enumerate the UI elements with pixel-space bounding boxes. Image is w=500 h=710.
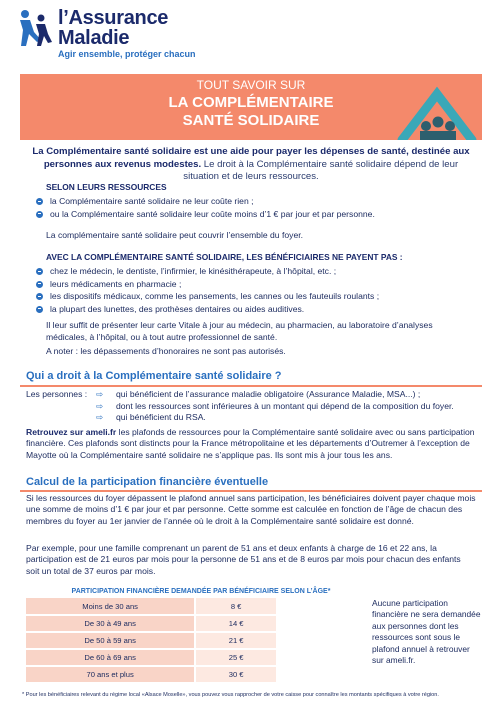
table-row <box>26 598 276 615</box>
calc-section-title: Calcul de la participation financière éventuelle <box>26 476 269 488</box>
banner-kicker: TOUT SAVOIR SUR <box>196 78 306 92</box>
title-banner <box>20 74 482 140</box>
running-figures-icon <box>14 6 54 50</box>
list-item <box>26 389 476 401</box>
logo-title-line1: l’Assurance <box>58 7 169 29</box>
age-cell: 70 ans et plus <box>26 666 195 683</box>
amount-cell: 14 € <box>195 615 276 632</box>
age-cell: De 60 à 69 ans <box>26 649 195 666</box>
assurance-maladie-logo <box>14 4 244 64</box>
amount-cell: 8 € <box>195 598 276 615</box>
table-row <box>26 632 276 649</box>
logo-tagline: Agir ensemble, protéger chacun <box>58 49 196 59</box>
resources-note: La complémentaire santé solidaire peut couvrir l’ensemble du foyer. <box>46 230 303 240</box>
table-row <box>26 649 276 666</box>
list-item <box>26 401 476 413</box>
age-cell: Moins de 30 ans <box>26 598 195 615</box>
list-item: la Complémentaire santé solidaire ne leur coûte rien ; <box>34 195 464 208</box>
footnote: * Pour les bénéficiaires relevant du régime local «Alsace Moselle», vous pouvez vous rapprocher de votre caisse pour connaître les montants spécifiques à votre région. <box>22 692 439 698</box>
ameli-link[interactable]: Retrouvez sur ameli.fr <box>26 427 117 437</box>
list-item: les dispositifs médicaux, comme les pansements, les cannes ou les fauteuils roulants ; <box>34 290 464 303</box>
age-cell: De 30 à 49 ans <box>26 615 195 632</box>
amount-cell: 21 € <box>195 632 276 649</box>
resources-list <box>34 195 464 220</box>
list-item: ou la Complémentaire santé solidaire leur coûte moins d’1 € par jour et par personne. <box>34 208 464 221</box>
amount-cell: 25 € <box>195 649 276 666</box>
table-caption: PARTICIPATION FINANCIÈRE DEMANDÉE PAR BÉNÉFICIAIRE SELON L’ÂGE* <box>71 588 331 595</box>
list-item: la plupart des lunettes, des prothèses dentaires ou aides auditives. <box>34 303 464 316</box>
table-row <box>26 666 276 683</box>
arrow-right-icon: ⇨ <box>96 389 104 399</box>
side-note: Aucune participation financière ne sera demandée aux personnes dont les ressources sont sous le plafond annuel à retrouver sur ameli.fr. <box>372 598 481 666</box>
intro-bold: La Complémentaire santé solidaire est une aide pour payer les dépenses de santé, destinée aux personnes aux revenus modestes. <box>32 146 470 170</box>
who-list <box>26 389 476 424</box>
ameli-paragraph <box>26 427 476 461</box>
age-cell: De 50 à 59 ans <box>26 632 195 649</box>
banner-title-line1: LA COMPLÉMENTAIRE <box>168 94 334 111</box>
arrow-right-icon: ⇨ <box>96 412 104 423</box>
amount-cell: 30 € <box>195 666 276 683</box>
participation-table <box>26 598 276 684</box>
arrow-right-icon: ⇨ <box>96 400 104 411</box>
list-item: chez le médecin, le dentiste, l’infirmier, le kinésithérapeute, à l’hôpital, etc. ; <box>34 265 464 278</box>
calc-paragraph-2: Par exemple, pour une famille comprenant un parent de 51 ans et deux enfants à charge de 16 et 22 ans, la participation est de 21 euros par mois pour la personne de 51 ans et de 8 euros par mois pour chacun des enfants soit un total de 37 euros par mois. <box>26 543 461 576</box>
ameli-paragraph-rest: les plafonds de ressources pour la Complémentaire santé solidaire avec ou sans participation financière. Ces plafonds sont distincts pour la France métropolitaine et les départements d’Outremer à l’exception de Mayotte où la Complémentaire santé solidaire ne s’applique pas. Ils sont mis à jour tous les ans. <box>26 427 475 460</box>
no-pay-note: Il leur suffit de présenter leur carte Vitale à jour au médecin, au pharmacien, au laboratoire d’analyses médicales, à l’hôpital, ou à tout autre professionnel de santé. <box>46 320 433 342</box>
umbrella-roof-icon <box>392 74 482 140</box>
banner-title-line2: SANTÉ SOLIDAIRE <box>182 112 320 129</box>
intro-rest: Le droit à la Complémentaire santé solidaire dépend de leur situation et de leurs ressources. <box>183 158 459 182</box>
table-row <box>26 615 276 632</box>
no-pay-list <box>34 265 464 315</box>
list-item <box>26 412 476 424</box>
who-lead: Les personnes : <box>26 389 88 399</box>
resources-heading: SELON LEURS RESSOURCES <box>46 182 167 192</box>
logo-title <box>58 8 168 48</box>
who-item-text: dont les ressources sont inférieures à un montant qui dépend de la composition du foyer. <box>116 400 454 411</box>
logo-title-line2: Maladie <box>58 27 130 49</box>
intro-paragraph <box>30 146 472 184</box>
section-divider <box>20 385 482 387</box>
calc-paragraph-1: Si les ressources du foyer dépassent le plafond annuel sans participation, les bénéficiaires doivent payer chaque mois une somme de moins d’1 € par jour et par personne. Cette somme est calculée en fonction de l’âge de chacun des membres du foyer au 1er janvier de l’année où le droit à la Complémentaire santé solidaire est donné. <box>26 493 476 526</box>
list-item: leurs médicaments en pharmacie ; <box>34 278 464 291</box>
who-section-title: Qui a droit à la Complémentaire santé solidaire ? <box>26 370 282 382</box>
no-pay-warning: A noter : les dépassements d’honoraires ne sont pas autorisés. <box>46 346 286 356</box>
section-divider <box>20 490 482 492</box>
who-item-text: qui bénéficient du RSA. <box>116 412 206 423</box>
who-item-text: qui bénéficient de l’assurance maladie obligatoire (Assurance Maladie, MSA...) ; <box>116 389 421 399</box>
no-pay-heading: AVEC LA COMPLÉMENTAIRE SANTÉ SOLIDAIRE, LES BÉNÉFICIAIRES NE PAYENT PAS : <box>46 252 403 262</box>
